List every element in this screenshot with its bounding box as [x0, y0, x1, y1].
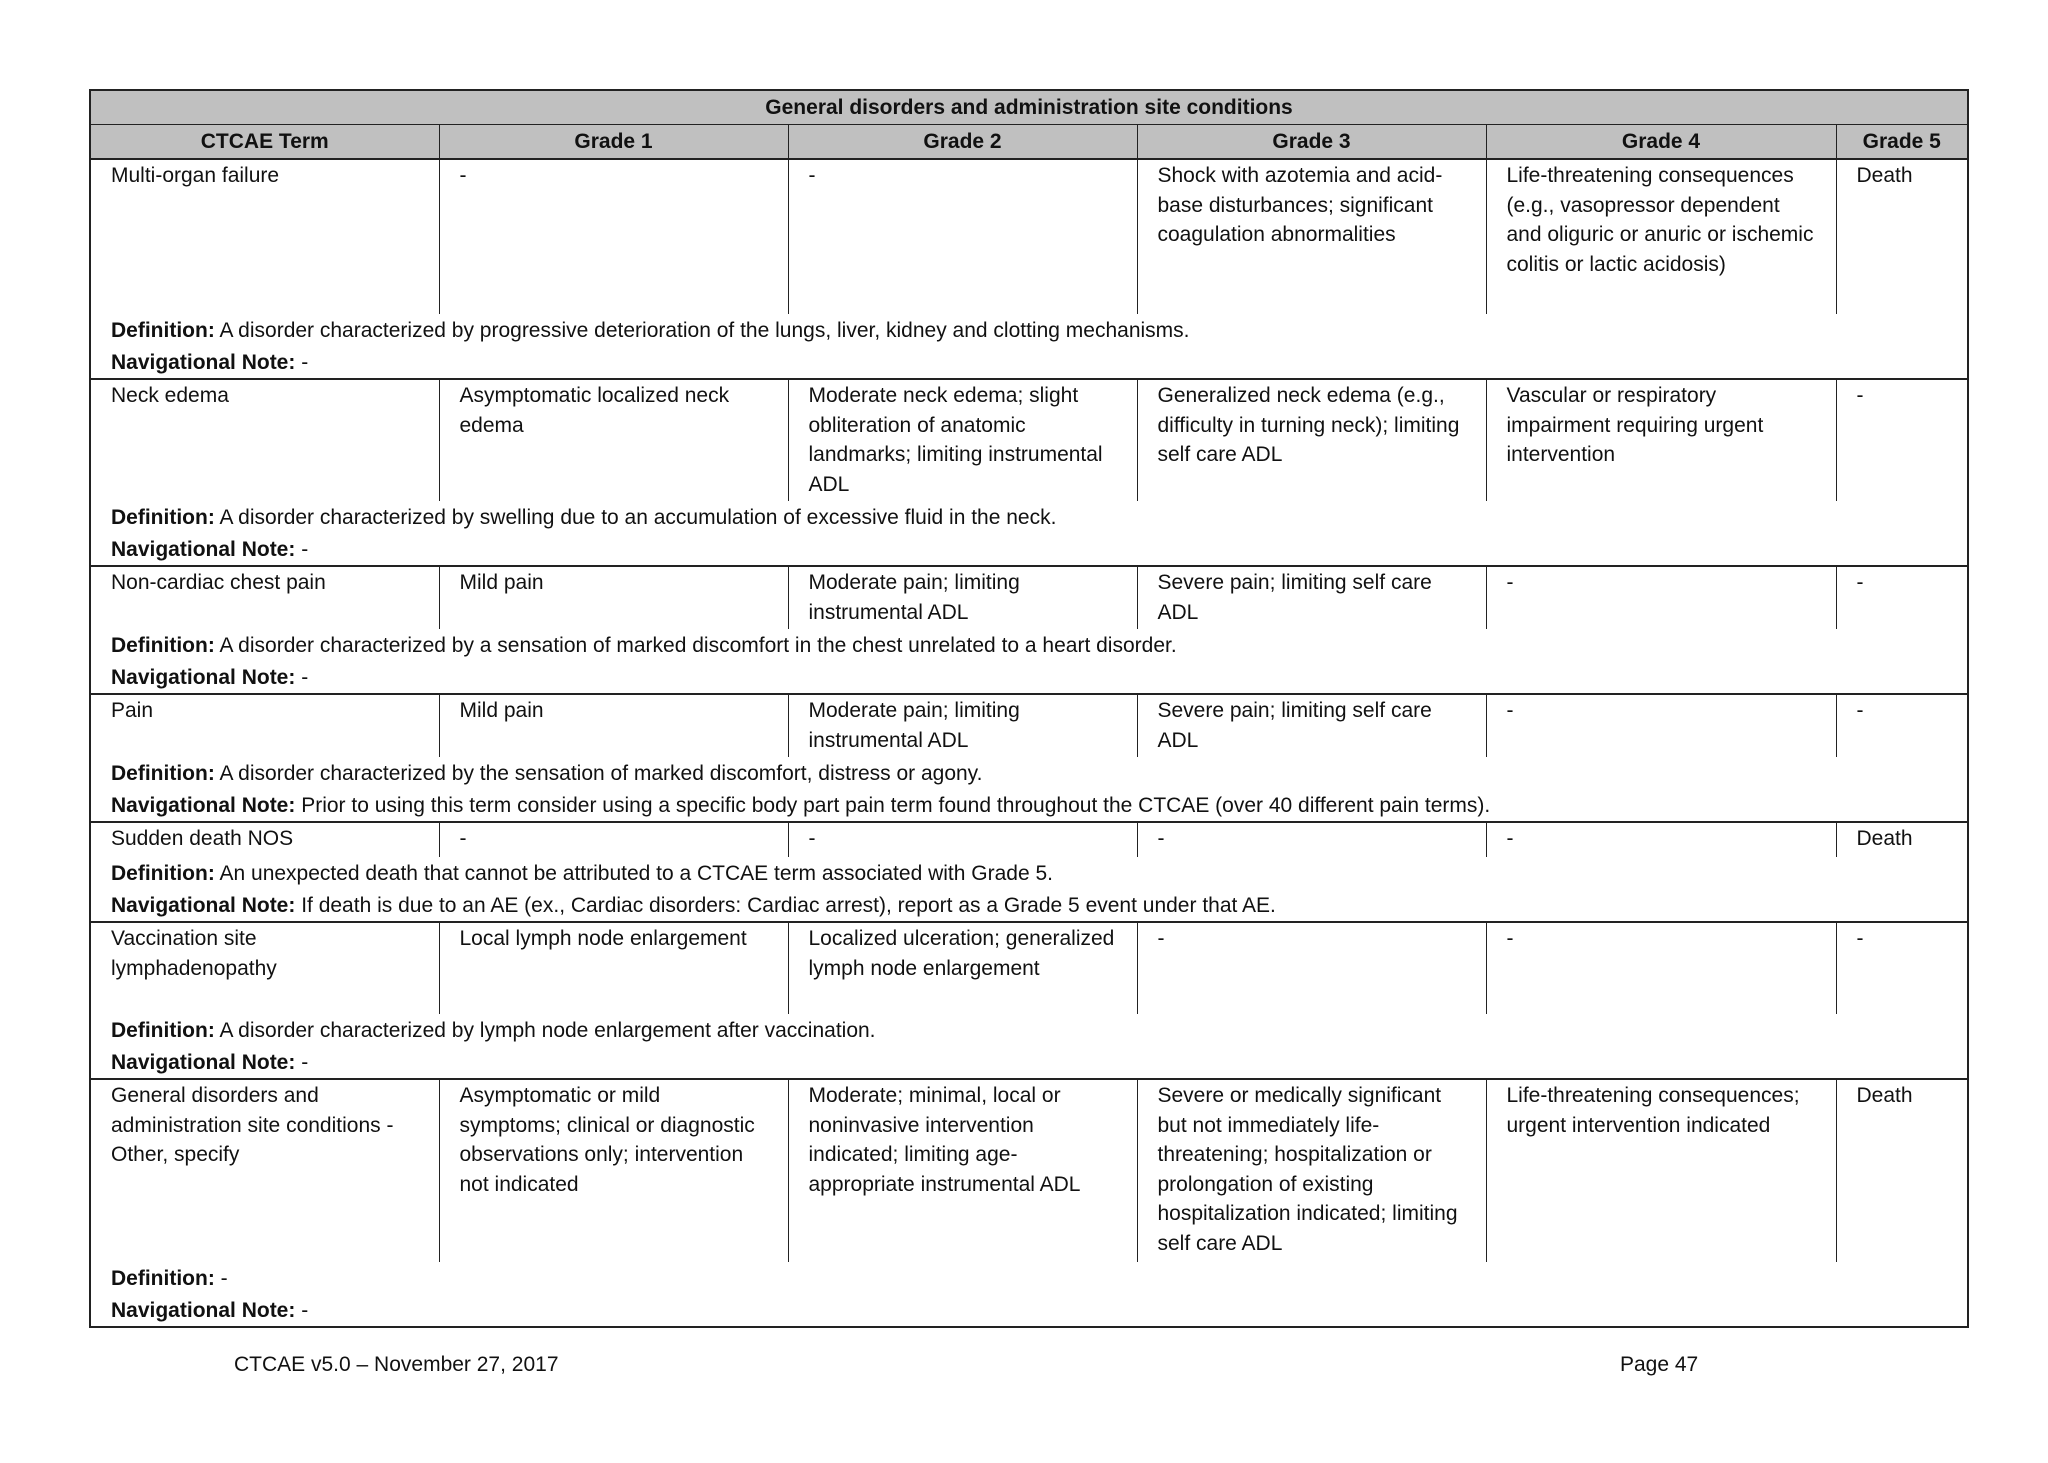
grade-4-cell: -: [1486, 694, 1836, 757]
grade-3-cell: Shock with azotemia and acid-base disturbances; significant coagulation abnormalities: [1137, 159, 1486, 314]
table-title: General disorders and administration site conditions: [90, 90, 1968, 125]
navigational-note-label: Navigational Note:: [111, 350, 296, 374]
grade-5-cell: Death: [1836, 1079, 1968, 1262]
table-row: [90, 922, 1968, 1014]
grade-2-cell: -: [788, 159, 1137, 314]
definition-label: Definition:: [111, 761, 215, 785]
grade-2-cell: Moderate neck edema; slight obliteration of anatomic landmarks; limiting instrumental ADL: [788, 379, 1137, 501]
definition-text: An unexpected death that cannot be attributed to a CTCAE term associated with Grade 5.: [214, 861, 1053, 885]
grade-2-cell: -: [788, 822, 1137, 857]
navigational-note-text: If death is due to an AE (ex., Cardiac disorders: Cardiac arrest), report as a Grade 5 event under that AE.: [295, 893, 1276, 917]
definition: [90, 314, 1968, 347]
navigational-note: [90, 790, 1968, 822]
definition-text: A disorder characterized by the sensation of marked discomfort, distress or agony.: [214, 761, 983, 785]
definition-text: A disorder characterized by swelling due to an accumulation of excessive fluid in the neck.: [214, 505, 1057, 529]
grade-5-cell: -: [1836, 922, 1968, 1014]
navigational-note-label: Navigational Note:: [111, 665, 296, 689]
grade-3-cell: Severe or medically significant but not immediately life-threatening; hospitalization or prolongation of existing hospitalization indicated; limiting self care ADL: [1137, 1079, 1486, 1262]
table-row: [90, 566, 1968, 629]
navigational-note-label: Navigational Note:: [111, 537, 296, 561]
definition-label: Definition:: [111, 505, 215, 529]
definition: [90, 501, 1968, 534]
definition-text: A disorder characterized by a sensation of marked discomfort in the chest unrelated to a heart disorder.: [214, 633, 1177, 657]
navigational-note-text: -: [295, 350, 309, 374]
grade-3-cell: Generalized neck edema (e.g., difficulty in turning neck); limiting self care ADL: [1137, 379, 1486, 501]
header-grade-1: Grade 1: [439, 125, 788, 160]
navigational-note-row: [90, 1047, 1968, 1079]
table-row: [90, 694, 1968, 757]
table-title-row: [90, 90, 1968, 125]
grade-5-cell: -: [1836, 379, 1968, 501]
definition-row: [90, 629, 1968, 662]
grade-1-cell: Asymptomatic localized neck edema: [439, 379, 788, 501]
grade-4-cell: -: [1486, 566, 1836, 629]
definition: [90, 1014, 1968, 1047]
definition: [90, 857, 1968, 890]
navigational-note-row: [90, 662, 1968, 694]
grade-3-cell: -: [1137, 822, 1486, 857]
definition-row: [90, 1014, 1968, 1047]
navigational-note-row: [90, 534, 1968, 566]
definition-row: [90, 501, 1968, 534]
navigational-note-label: Navigational Note:: [111, 1050, 296, 1074]
definition-text: A disorder characterized by lymph node enlargement after vaccination.: [214, 1018, 876, 1042]
definition-row: [90, 314, 1968, 347]
navigational-note-text: -: [295, 1050, 309, 1074]
grade-3-cell: Severe pain; limiting self care ADL: [1137, 694, 1486, 757]
table-row: [90, 1079, 1968, 1262]
term-cell: Vaccination site lymphadenopathy: [90, 922, 439, 1014]
ctcae-table: [89, 89, 1969, 1328]
term-cell: Pain: [90, 694, 439, 757]
definition-label: Definition:: [111, 1018, 215, 1042]
definition-text: A disorder characterized by progressive deterioration of the lungs, liver, kidney and clotting mechanisms.: [214, 318, 1190, 342]
header-ctcae-term: CTCAE Term: [90, 125, 439, 160]
footer-page-number: Page 47: [1620, 1353, 1699, 1376]
grade-4-cell: Life-threatening consequences; urgent intervention indicated: [1486, 1079, 1836, 1262]
header-grade-2: Grade 2: [788, 125, 1137, 160]
navigational-note-label: Navigational Note:: [111, 893, 296, 917]
definition-label: Definition:: [111, 633, 215, 657]
navigational-note: [90, 1295, 1968, 1327]
navigational-note: [90, 534, 1968, 566]
navigational-note: [90, 890, 1968, 922]
grade-1-cell: Mild pain: [439, 694, 788, 757]
table-header-row: [90, 125, 1968, 160]
grade-1-cell: -: [439, 159, 788, 314]
navigational-note-label: Navigational Note:: [111, 1298, 296, 1322]
table-row: [90, 159, 1968, 314]
grade-2-cell: Moderate pain; limiting instrumental ADL: [788, 566, 1137, 629]
term-cell: Neck edema: [90, 379, 439, 501]
grade-3-cell: Severe pain; limiting self care ADL: [1137, 566, 1486, 629]
table-row: [90, 822, 1968, 857]
term-cell: Non-cardiac chest pain: [90, 566, 439, 629]
navigational-note-text: Prior to using this term consider using a specific body part pain term found throughout the CTCAE (over 40 different pain terms).: [295, 793, 1491, 817]
navigational-note-text: -: [295, 665, 309, 689]
header-grade-4: Grade 4: [1486, 125, 1836, 160]
definition-row: [90, 757, 1968, 790]
grade-5-cell: -: [1836, 566, 1968, 629]
definition-label: Definition:: [111, 861, 215, 885]
navigational-note-text: -: [295, 537, 309, 561]
grade-4-cell: Vascular or respiratory impairment requiring urgent intervention: [1486, 379, 1836, 501]
navigational-note-row: [90, 1295, 1968, 1327]
definition-label: Definition:: [111, 1266, 215, 1290]
grade-4-cell: -: [1486, 822, 1836, 857]
grade-4-cell: Life-threatening consequences (e.g., vasopressor dependent and oliguric or anuric or ischemic colitis or lactic acidosis): [1486, 159, 1836, 314]
grade-1-cell: Local lymph node enlargement: [439, 922, 788, 1014]
grade-2-cell: Moderate; minimal, local or noninvasive intervention indicated; limiting age-appropriate instrumental ADL: [788, 1079, 1137, 1262]
navigational-note: [90, 662, 1968, 694]
grade-5-cell: -: [1836, 694, 1968, 757]
definition-label: Definition:: [111, 318, 215, 342]
grade-3-cell: -: [1137, 922, 1486, 1014]
grade-1-cell: Asymptomatic or mild symptoms; clinical or diagnostic observations only; intervention not indicated: [439, 1079, 788, 1262]
definition-row: [90, 857, 1968, 890]
grade-4-cell: -: [1486, 922, 1836, 1014]
navigational-note: [90, 347, 1968, 379]
navigational-note-label: Navigational Note:: [111, 793, 296, 817]
grade-5-cell: Death: [1836, 159, 1968, 314]
grade-2-cell: Moderate pain; limiting instrumental ADL: [788, 694, 1137, 757]
header-grade-5: Grade 5: [1836, 125, 1968, 160]
navigational-note-row: [90, 890, 1968, 922]
navigational-note-text: -: [295, 1298, 309, 1322]
footer-version-date: CTCAE v5.0 – November 27, 2017: [234, 1353, 559, 1376]
term-cell: General disorders and administration site conditions - Other, specify: [90, 1079, 439, 1262]
header-grade-3: Grade 3: [1137, 125, 1486, 160]
grade-2-cell: Localized ulceration; generalized lymph node enlargement: [788, 922, 1137, 1014]
term-cell: Sudden death NOS: [90, 822, 439, 857]
definition: [90, 757, 1968, 790]
table-row: [90, 379, 1968, 501]
grade-1-cell: -: [439, 822, 788, 857]
definition-text: -: [214, 1266, 228, 1290]
grade-5-cell: Death: [1836, 822, 1968, 857]
navigational-note: [90, 1047, 1968, 1079]
navigational-note-row: [90, 790, 1968, 822]
definition-row: [90, 1262, 1968, 1295]
term-cell: Multi-organ failure: [90, 159, 439, 314]
grade-1-cell: Mild pain: [439, 566, 788, 629]
definition: [90, 629, 1968, 662]
navigational-note-row: [90, 347, 1968, 379]
definition: [90, 1262, 1968, 1295]
